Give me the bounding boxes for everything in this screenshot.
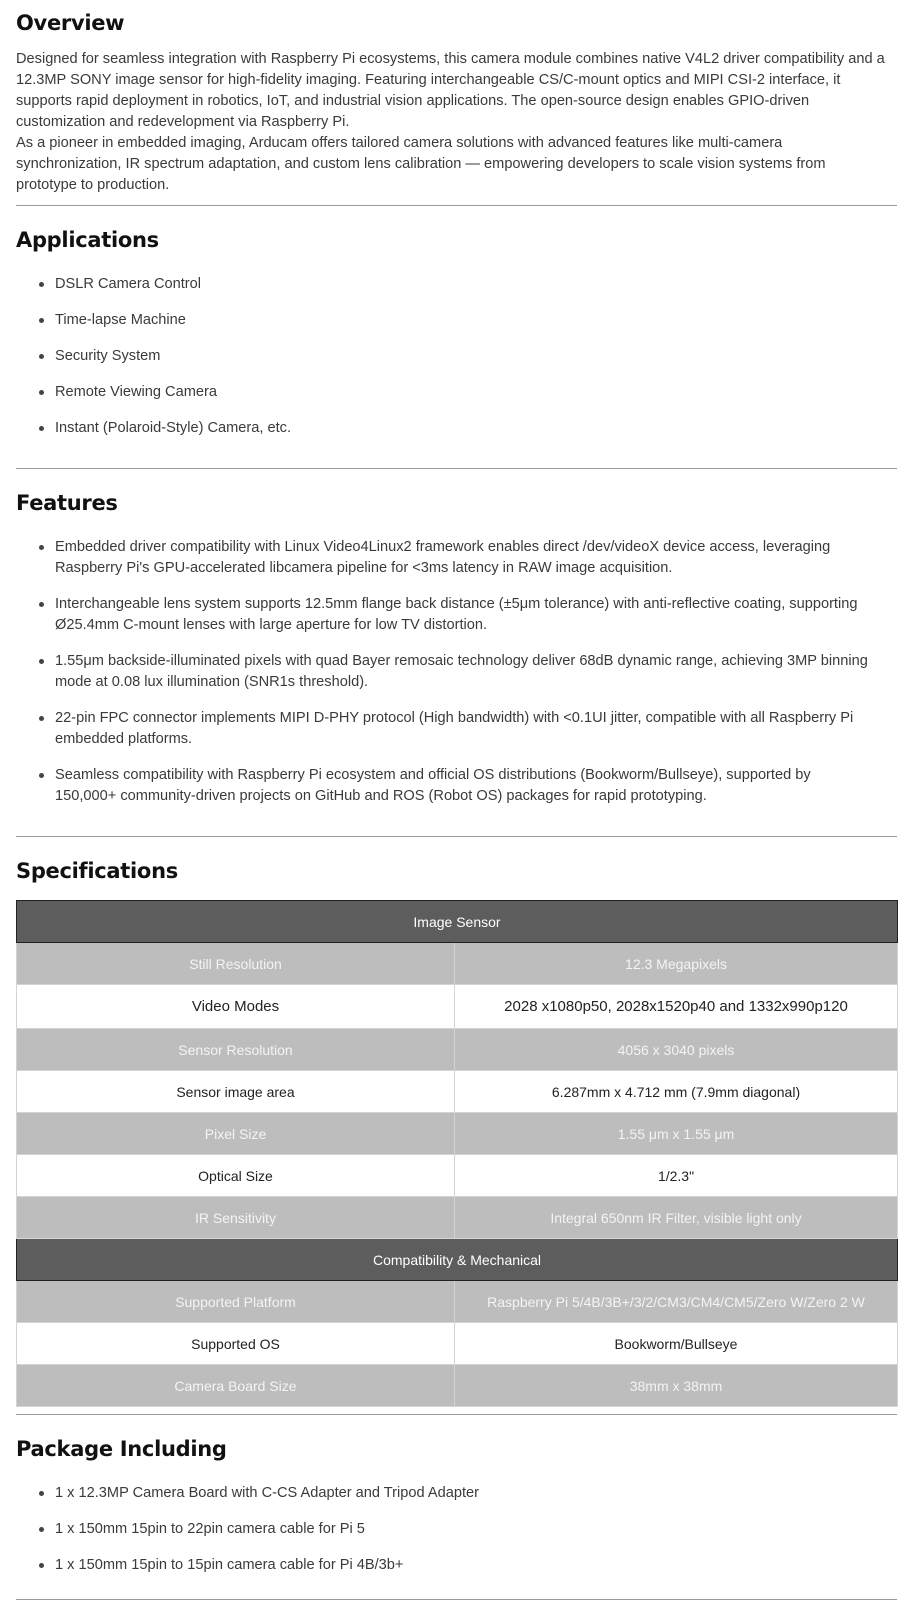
spec-label: Supported OS	[17, 1323, 455, 1365]
spec-value: Raspberry Pi 5/4B/3B+/3/2/CM3/CM4/CM5/Zero W/Zero 2 W	[455, 1281, 898, 1323]
bullet-icon	[39, 1563, 44, 1568]
list-item: Remote Viewing Camera	[16, 382, 897, 403]
package-list	[16, 1483, 897, 1576]
table-row	[17, 1365, 898, 1407]
spec-value: Integral 650nm IR Filter, visible light only	[455, 1197, 898, 1239]
spec-value: 1/2.3"	[455, 1155, 898, 1197]
overview-heading: Overview	[16, 11, 125, 35]
spec-value: 12.3 Megapixels	[455, 943, 898, 985]
spec-label: IR Sensitivity	[17, 1197, 455, 1239]
applications-list	[16, 274, 897, 439]
bullet-icon	[39, 545, 44, 550]
bullet-icon	[39, 773, 44, 778]
bullet-icon	[39, 390, 44, 395]
list-item: 22-pin FPC connector implements MIPI D-PHY protocol (High bandwidth) with <0.1UI jitter, compatible with all Raspberry Pi embedded platforms.	[16, 708, 897, 750]
list-item: 1 x 12.3MP Camera Board with C-CS Adapter and Tripod Adapter	[16, 1483, 897, 1504]
spec-label: Supported Platform	[17, 1281, 455, 1323]
image-sensor-header: Image Sensor	[17, 901, 898, 943]
spec-label: Still Resolution	[17, 943, 455, 985]
bullet-icon	[39, 716, 44, 721]
divider	[16, 1599, 897, 1600]
bullet-icon	[39, 282, 44, 287]
overview-paragraph-2: As a pioneer in embedded imaging, Arducam offers tailored camera solutions with advanced features like multi-camera synchronization, IR spectrum adaptation, and custom lens calibration — empowering developers to scale vision systems from prototype to production.	[16, 135, 826, 193]
overview-section	[16, 49, 897, 196]
divider	[16, 205, 897, 206]
spec-value: 38mm x 38mm	[455, 1365, 898, 1407]
list-item: Instant (Polaroid-Style) Camera, etc.	[16, 418, 897, 439]
list-item: Seamless compatibility with Raspberry Pi ecosystem and official OS distributions (Bookworm/Bullseye), supported by 150,000+ community-driven projects on GitHub and ROS (Robot OS) packages for rapid prototyping.	[16, 765, 897, 807]
table-row	[17, 1071, 898, 1113]
bullet-icon	[39, 602, 44, 607]
table-row	[17, 1323, 898, 1365]
specifications-table	[16, 900, 898, 1407]
package-heading: Package Including	[16, 1437, 227, 1461]
table-section-header	[17, 901, 898, 943]
table-section-header	[17, 1239, 898, 1281]
divider	[16, 1414, 897, 1415]
spec-label: Video Modes	[17, 985, 455, 1029]
bullet-icon	[39, 1491, 44, 1496]
bullet-icon	[39, 318, 44, 323]
spec-label: Sensor image area	[17, 1071, 455, 1113]
spec-value: Bookworm/Bullseye	[455, 1323, 898, 1365]
table-row	[17, 1113, 898, 1155]
table-row	[17, 943, 898, 985]
list-item: DSLR Camera Control	[16, 274, 897, 295]
list-item: Time-lapse Machine	[16, 310, 897, 331]
features-heading: Features	[16, 491, 118, 515]
divider	[16, 468, 897, 469]
bullet-icon	[39, 1527, 44, 1532]
list-item: Interchangeable lens system supports 12.5mm flange back distance (±5μm tolerance) with anti-reflective coating, supporting Ø25.4mm C-mount lenses with large aperture for low TV distortion.	[16, 594, 897, 636]
features-list	[16, 537, 897, 807]
spec-label: Camera Board Size	[17, 1365, 455, 1407]
divider	[16, 836, 897, 837]
list-item: Security System	[16, 346, 897, 367]
table-row	[17, 1155, 898, 1197]
bullet-icon	[39, 426, 44, 431]
bullet-icon	[39, 659, 44, 664]
list-item: 1 x 150mm 15pin to 22pin camera cable for Pi 5	[16, 1519, 897, 1540]
compatibility-header: Compatibility & Mechanical	[17, 1239, 898, 1281]
bullet-icon	[39, 354, 44, 359]
spec-label: Optical Size	[17, 1155, 455, 1197]
table-row	[17, 1029, 898, 1071]
spec-value: 1.55 μm x 1.55 μm	[455, 1113, 898, 1155]
table-row	[17, 1197, 898, 1239]
list-item: Embedded driver compatibility with Linux Video4Linux2 framework enables direct /dev/videoX device access, leveraging Raspberry Pi's GPU-accelerated libcamera pipeline for <3ms latency in RAW image acquisition.	[16, 537, 897, 579]
spec-label: Pixel Size	[17, 1113, 455, 1155]
overview-paragraph-1: Designed for seamless integration with Raspberry Pi ecosystems, this camera module combines native V4L2 driver compatibility and a 12.3MP SONY image sensor for high-fidelity imaging. Featuring interchangeable CS/C-mount optics and MIPI CSI-2 interface, it supports rapid deployment in robotics, IoT, and industrial vision applications. The open-source design enables GPIO-driven customization and redevelopment via Raspberry Pi.	[16, 51, 885, 130]
applications-heading: Applications	[16, 228, 159, 252]
spec-value: 6.287mm x 4.712 mm (7.9mm diagonal)	[455, 1071, 898, 1113]
specifications-heading: Specifications	[16, 859, 178, 883]
spec-value: 2028 x1080p50, 2028x1520p40 and 1332x990p120	[455, 985, 898, 1029]
list-item: 1 x 150mm 15pin to 15pin camera cable for Pi 4B/3b+	[16, 1555, 897, 1576]
list-item: 1.55μm backside-illuminated pixels with quad Bayer remosaic technology deliver 68dB dynamic range, achieving 3MP binning mode at 0.08 lux illumination (SNR1s threshold).	[16, 651, 897, 693]
table-row	[17, 985, 898, 1029]
table-row	[17, 1281, 898, 1323]
spec-label: Sensor Resolution	[17, 1029, 455, 1071]
spec-value: 4056 x 3040 pixels	[455, 1029, 898, 1071]
